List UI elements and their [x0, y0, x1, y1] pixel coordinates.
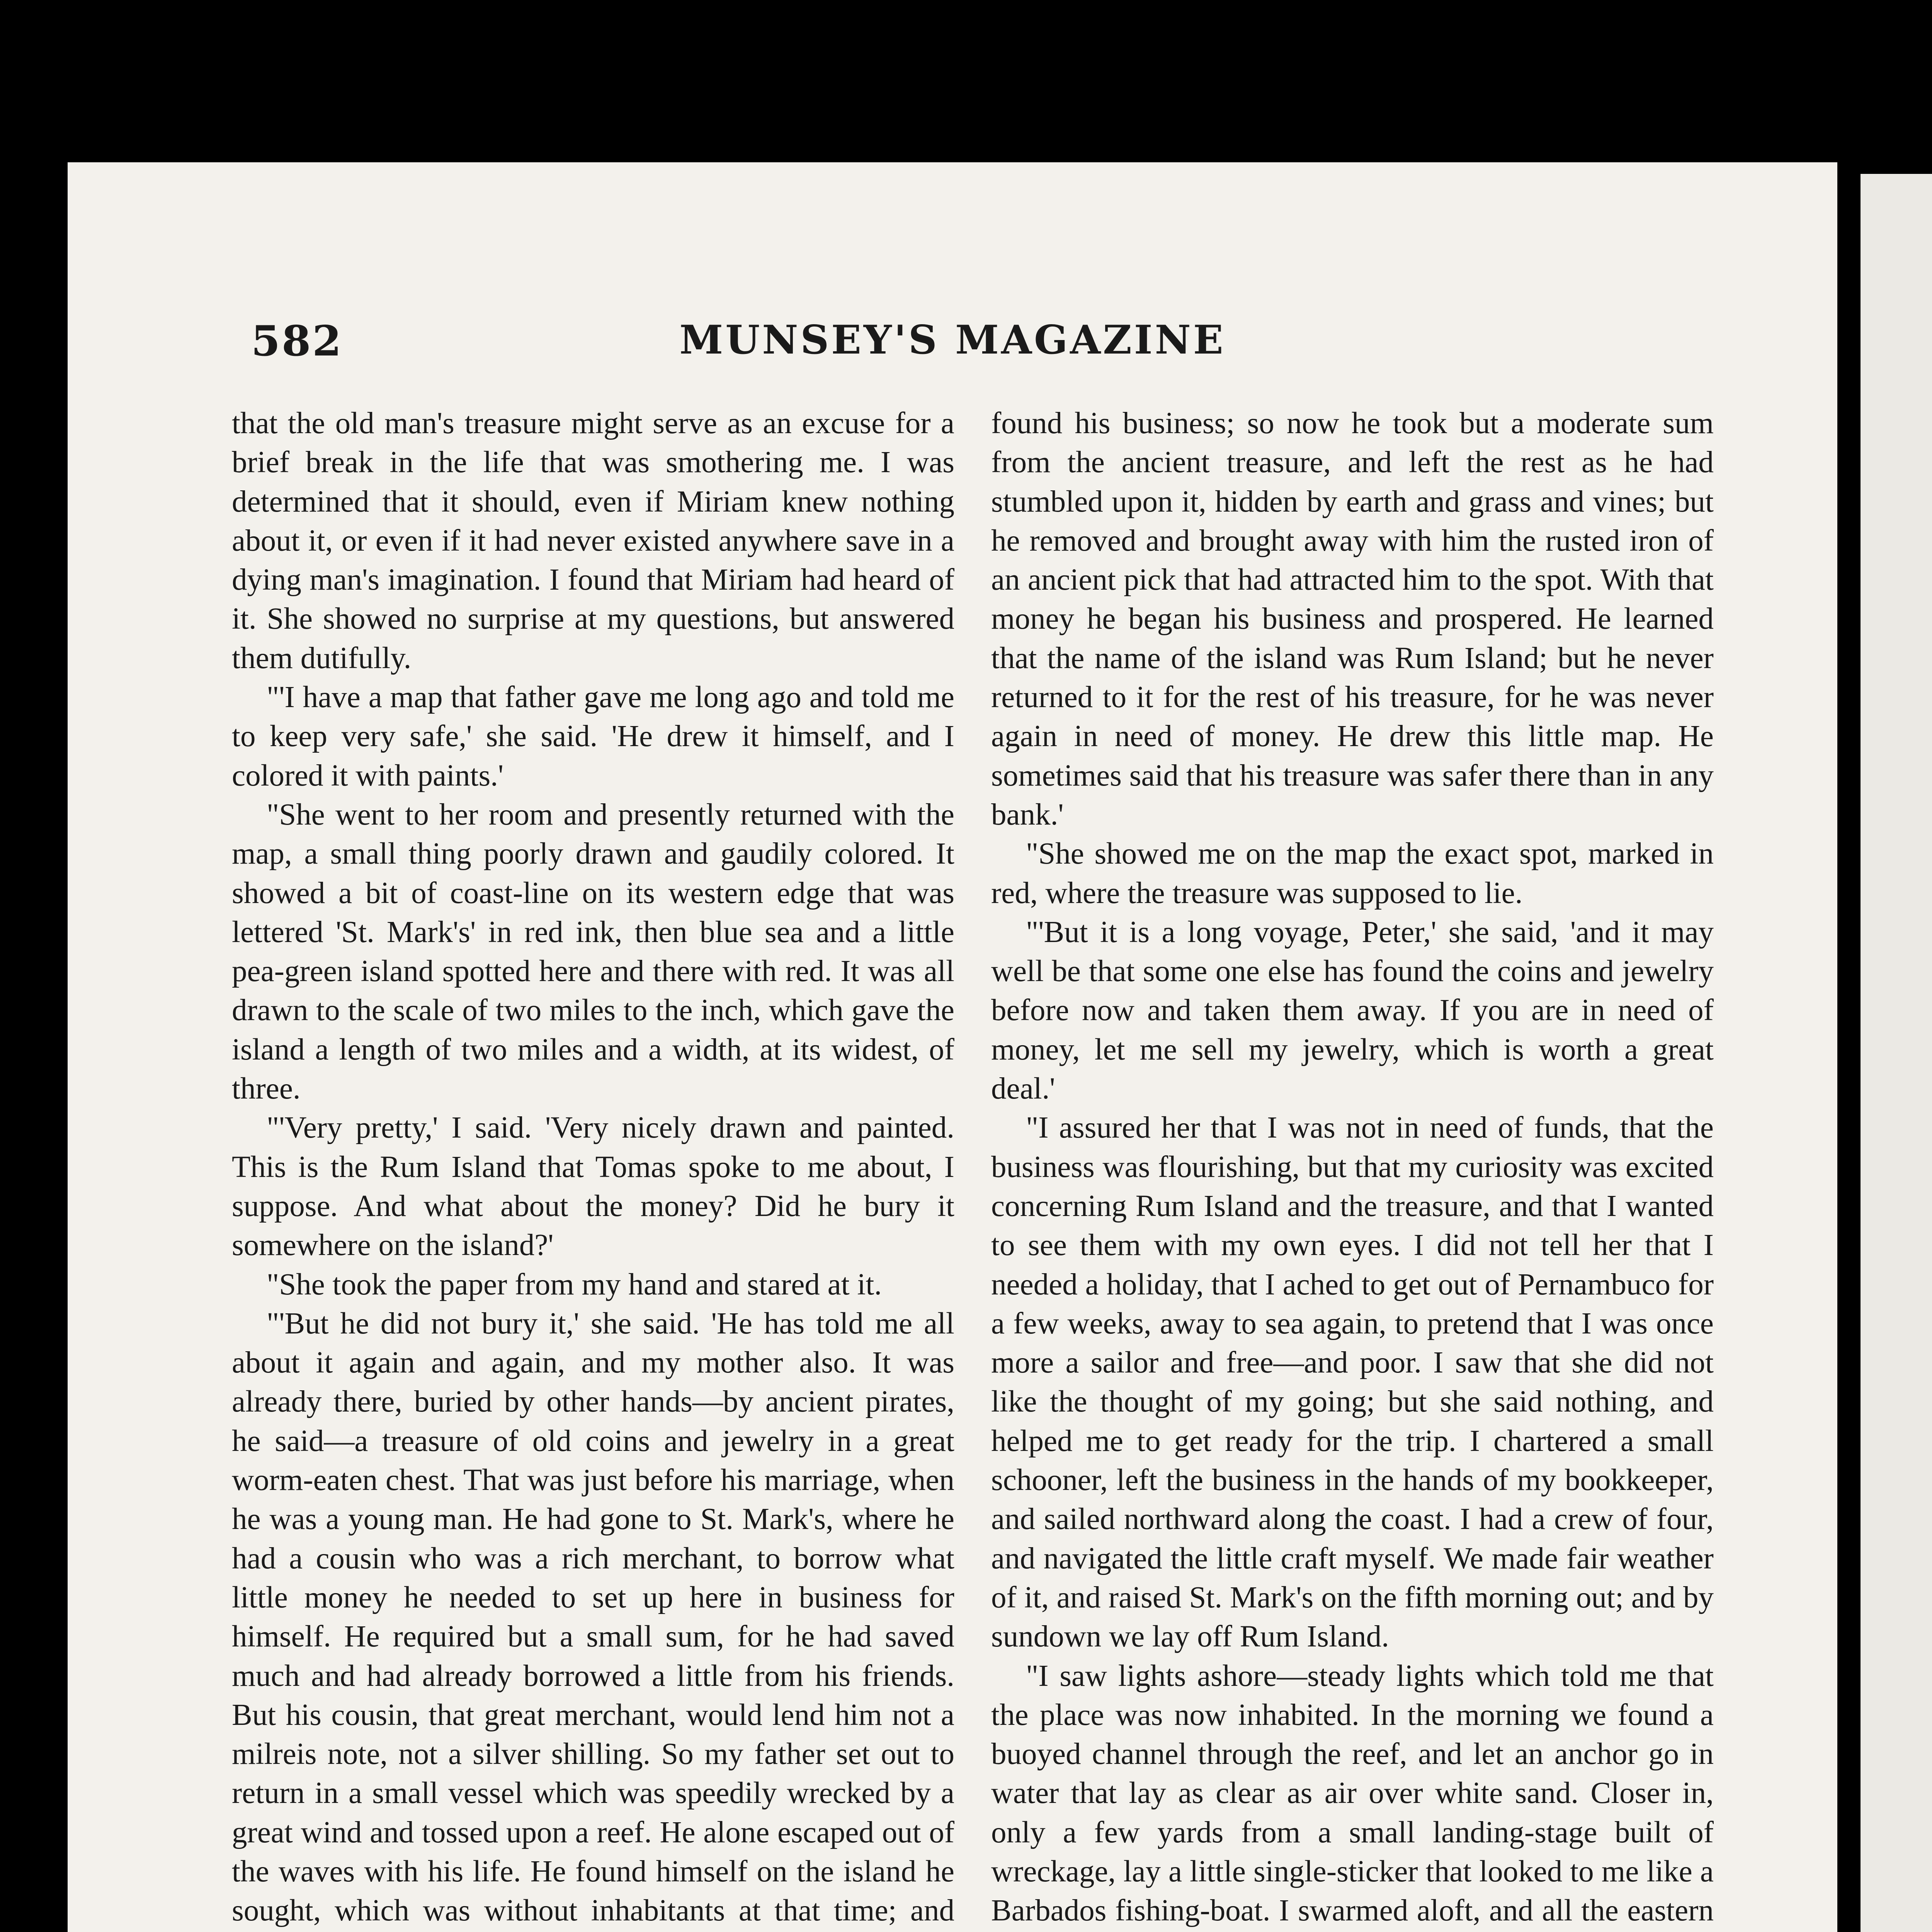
paragraph: "I assured her that I was not in need of funds, that the business was flourishing, but that my curiosity was excited concerning Rum Island and the treasure, and that I wanted to see them with my own eyes. I did not tell her that I needed a holiday, that I ached to get out of Pernambuco for a few weeks, away to sea again, to pretend that I was once more a sailor and free—and poor. I saw that she did not like the thought of my going; but she said nothing, and helped me to get ready for the trip. I chartered a small schooner, left the business in the hands of my bookkeeper, and sailed northward along the coast. I had a crew of four, and navigated the little craft myself. We made fair weather of it, and raised St. Mark's on the fifth morning out; and by sundown we lay off Rum Island. — [991, 1111, 1714, 1654]
paragraph: "I saw lights ashore—steady lights which told me that the place was now inhabited. In the morning we found a buoyed channel through the reef, and let an anchor go in water that lay as clear as air over white sand. Closer in, only a few yards from a small landing-stage built of wreckage, lay a little single-sticker that looked to me like a Barbados fishing-boat. I swarmed aloft, and all the eastern — [991, 1659, 1714, 1928]
paragraph: "'Very pretty,' I said. 'Very nicely drawn and painted. This is the Rum Island that Tomas spoke to me about, I suppose. And what about the money? Did he bury it somewhere on the island?' — [232, 1111, 954, 1262]
magazine-page — [68, 162, 1837, 1932]
paragraph: "'But he did not bury it,' she said. 'He has told me all about it again and again, and my mother also. It was already there, buried by other hands—by ancient pirates, he said—a treasure of old coins and jewelry in a great worm-eaten chest. That was just before his marriage, when he was a young man. He had gone to St. Mark's, where he had a cousin who was a rich merchant, to borrow what little money he needed to set up here in business for himself. He required but a small sum, for he had saved much and had already borrowed a little from his friends. But his cousin, that great merchant, would lend him not a milreis note, not a silver shilling. So my father set out to return in a small vessel which was speedily wrecked by a great wind and tossed upon a reef. He alone escaped out of the waves with his life. He found himself on the island he sought, which was without inhabitants at that time; and — [232, 1306, 954, 1928]
paragraph: "She went to her room and presently returned with the map, a small thing poorly drawn and gaudily colored. It showed a bit of coast-line on its western edge that was lettered 'St. Mark's' in red ink, then blue sea and a little pea-green island spotted here and there with red. It was all drawn to the scale of two miles to the inch, which gave the island a length of two miles and a width, at its widest, of three. — [232, 798, 954, 1106]
magazine-title: MUNSEY'S MAGAZINE — [679, 317, 1226, 363]
paragraph: "She showed me on the map the exact spot, marked in red, where the treasure was supposed to lie. — [991, 837, 1714, 910]
paragraph: found his business; so now he took but a moderate sum from the ancient treasure, and left the rest as he had stumbled upon it, hidden by earth and grass and vines; but he removed and brought away with him the rusted iron of an ancient pick that had attracted him to the spot. With that money he began his business and prospered. He learned that the name of the island was Rum Island; but he never returned to it for the rest of his treasure, for he was never again in need of money. He drew this little map. He sometimes said that his treasure was safer there than in any bank.' — [991, 406, 1714, 832]
page-header — [68, 317, 1837, 379]
right-text-column — [991, 404, 1714, 1932]
paragraph: "'But it is a long voyage, Peter,' she said, 'and it may well be that some one else has found the coins and jewelry before now and taken them away. If you are in need of money, let me sell my jewelry, which is worth a great deal.' — [991, 915, 1714, 1106]
next-page-edge — [1861, 174, 1932, 1932]
paragraph: "She took the paper from my hand and stared at it. — [267, 1267, 882, 1301]
paragraph: that the old man's treasure might serve as an excuse for a brief break in the life that was smothering me. I was determined that it should, even if Miriam knew nothing about it, or even if it had never existed anywhere save in a dying man's imagination. I found that Miriam had heard of it. She showed no surprise at my questions, but answered them dutifully. — [232, 406, 954, 675]
left-text-column — [232, 404, 954, 1932]
page-number: 582 — [251, 317, 343, 366]
paragraph: "'I have a map that father gave me long ago and told me to keep very safe,' she said. 'He drew it himself, and I colored it with paints.' — [232, 680, 954, 793]
